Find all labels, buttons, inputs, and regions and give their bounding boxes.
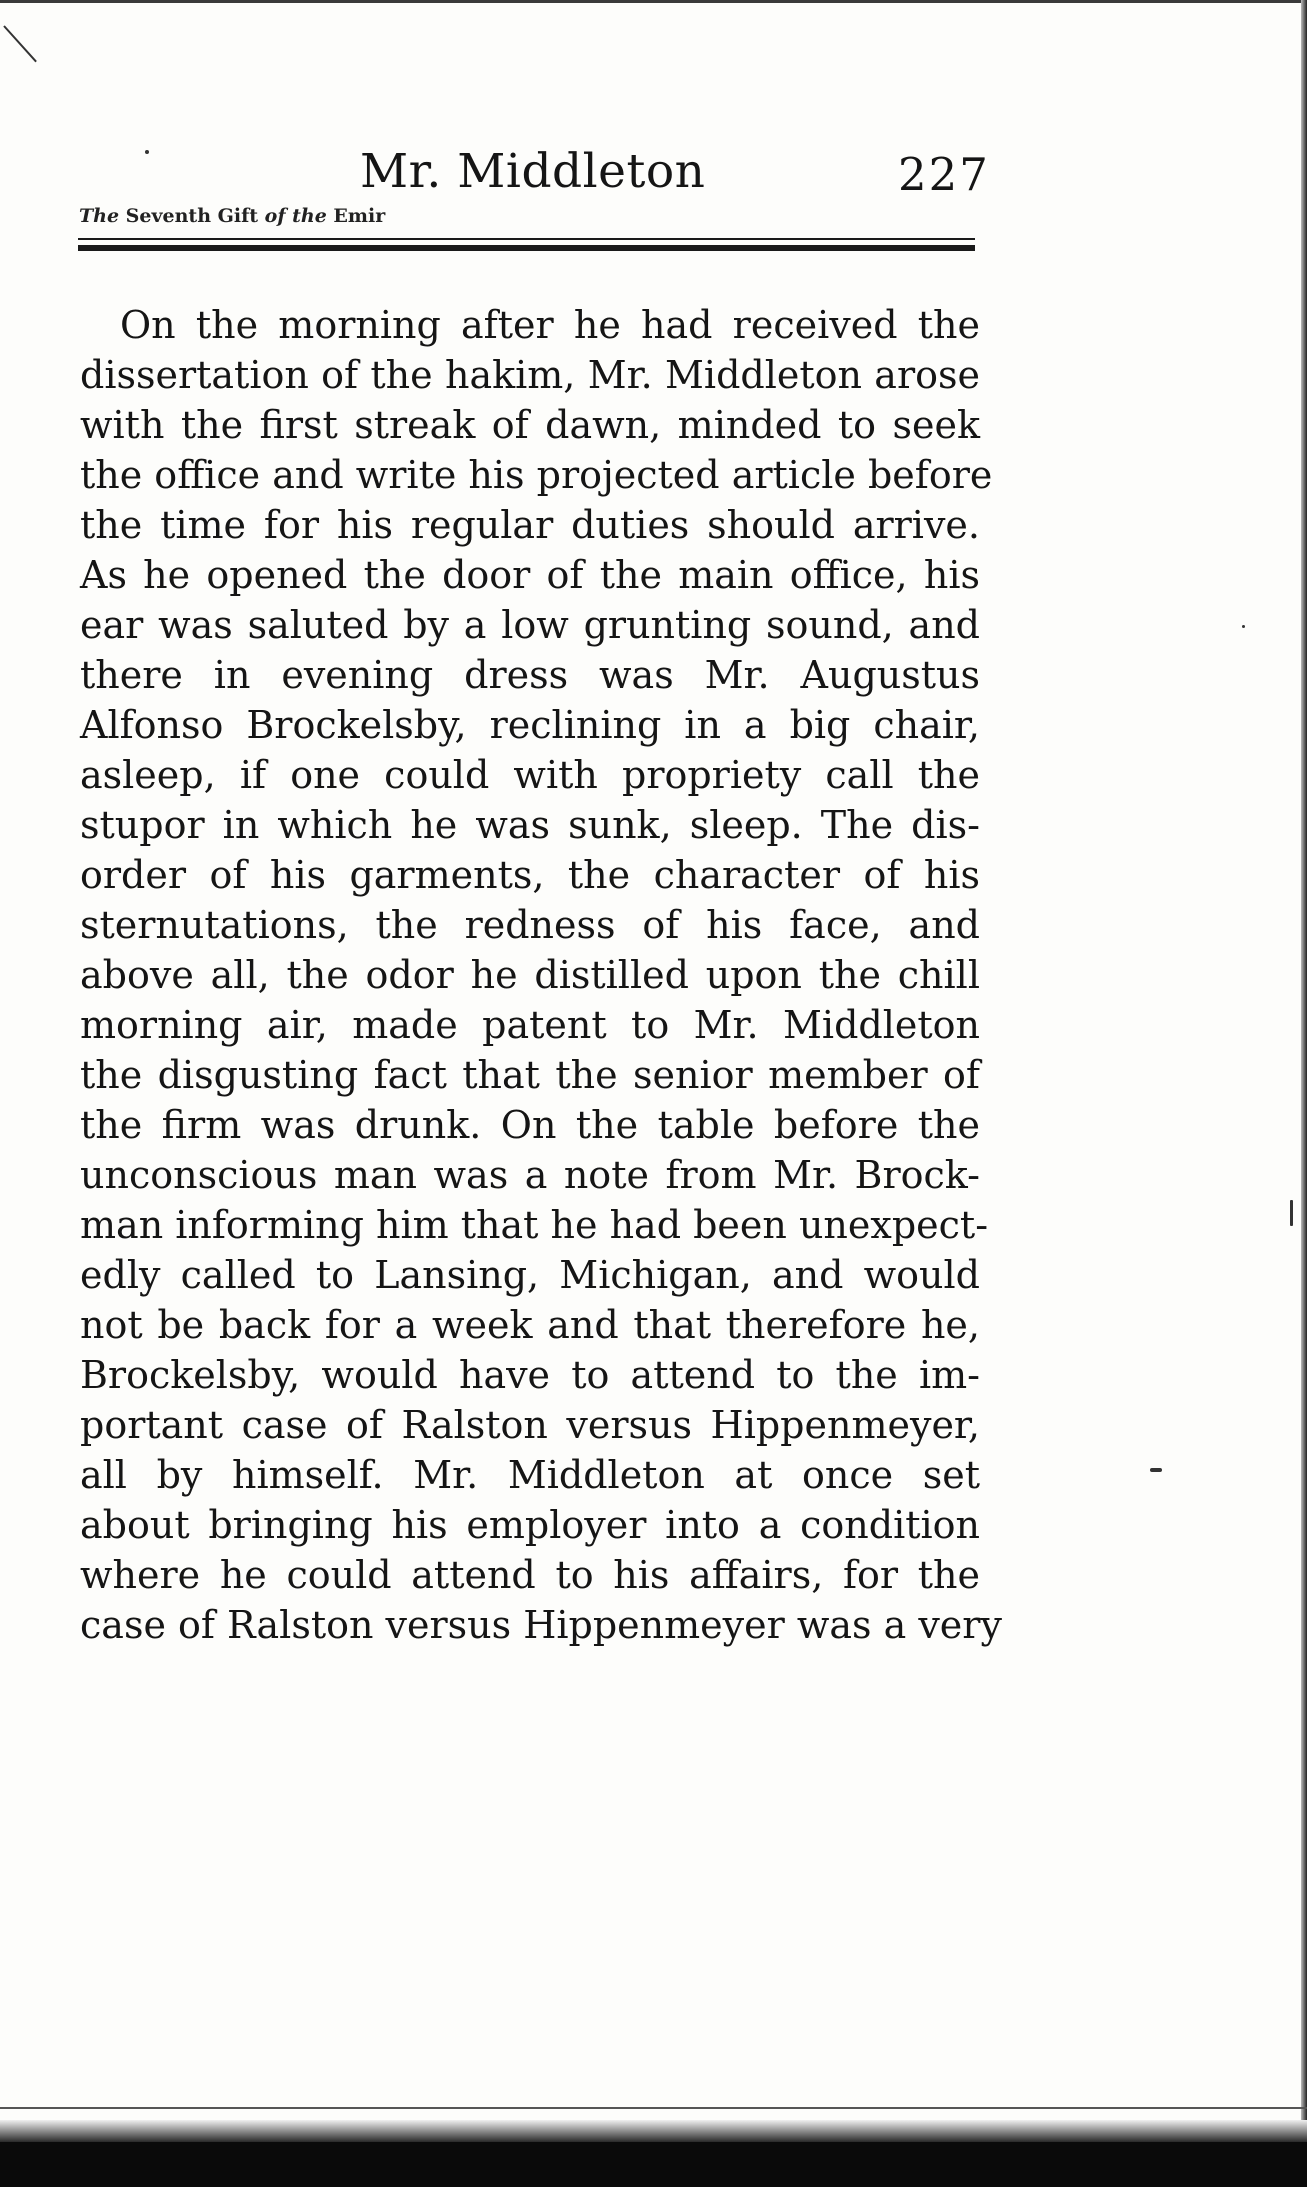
section-title <box>79 207 385 226</box>
header-rule-thin <box>78 238 975 240</box>
ink-speck <box>1150 1468 1162 1472</box>
text-line: all by himself. Mr. Middleton at once set <box>80 1453 980 1497</box>
page-number: 227 <box>898 148 990 201</box>
text-line: As he opened the door of the main office, his <box>80 553 980 597</box>
text-line: sternutations, the redness of his face, and <box>80 903 980 947</box>
scan-top-edge <box>0 0 1307 3</box>
scan-bottom-line <box>0 2107 1307 2109</box>
running-title: Mr. Middleton <box>360 144 706 199</box>
text-line: the office and write his projected article before <box>80 453 993 497</box>
text-line: morning air, made patent to Mr. Middleton <box>80 1003 980 1047</box>
text-line: On the morning after he had received the <box>120 303 980 347</box>
ink-speck <box>1290 1200 1293 1226</box>
ink-speck <box>145 150 149 154</box>
text-line: the time for his regular duties should arrive. <box>80 503 980 547</box>
text-line: ear was saluted by a low grunting sound, and <box>80 603 980 647</box>
section-title-word: of the <box>264 205 327 227</box>
text-line: the firm was drunk. On the table before the <box>80 1103 980 1147</box>
text-line: asleep, if one could with propriety call the <box>80 753 980 797</box>
text-line: man informing him that he had been unexpect- <box>80 1203 989 1247</box>
text-line: stupor in which he was sunk, sleep. The dis- <box>80 803 980 847</box>
scan-bottom-edge <box>0 2142 1307 2187</box>
scan-corner-mark <box>3 25 37 62</box>
text-line: dissertation of the hakim, Mr. Middleton arose <box>80 353 980 397</box>
ink-speck <box>1242 625 1245 628</box>
text-line: Alfonso Brockelsby, reclining in a big chair, <box>80 703 980 747</box>
text-line: there in evening dress was Mr. Augustus <box>80 653 980 697</box>
text-line: above all, the odor he distilled upon the chill <box>80 953 980 997</box>
text-line: order of his garments, the character of his <box>80 853 980 897</box>
text-line: with the first streak of dawn, minded to seek <box>80 403 980 447</box>
body-paragraph <box>80 300 1000 1650</box>
text-line: where he could attend to his affairs, for the <box>80 1553 980 1597</box>
text-line: Brockelsby, would have to attend to the im- <box>80 1353 980 1397</box>
text-line: the disgusting fact that the senior member of <box>80 1053 980 1097</box>
scan-bottom-band <box>0 2120 1307 2142</box>
text-line: case of Ralston versus Hippenmeyer was a very <box>80 1603 1002 1647</box>
text-line: not be back for a week and that therefore he, <box>80 1303 980 1347</box>
header-rule-thick <box>78 245 975 251</box>
section-title-word: The <box>79 205 120 227</box>
scan-right-edge <box>1301 0 1307 2187</box>
text-line: unconscious man was a note from Mr. Brock- <box>80 1153 980 1197</box>
section-title-word: Emir <box>333 205 386 227</box>
section-title-word: Seventh Gift <box>125 205 259 227</box>
text-line: about bringing his employer into a condition <box>80 1503 980 1547</box>
text-line: portant case of Ralston versus Hippenmeyer, <box>80 1403 980 1447</box>
text-line: edly called to Lansing, Michigan, and would <box>80 1253 980 1297</box>
